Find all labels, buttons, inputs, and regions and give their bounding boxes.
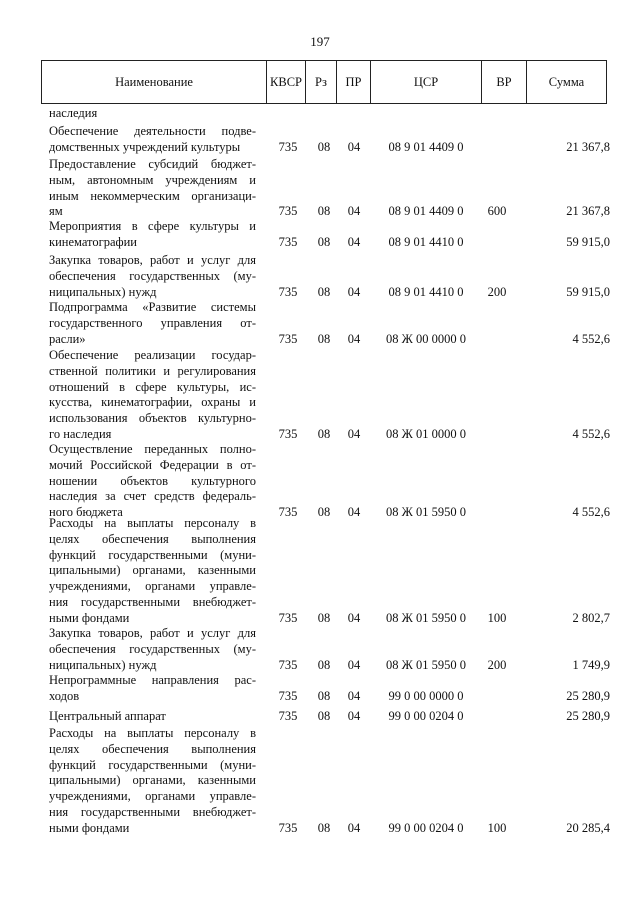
cell-csr: 08 Ж 01 5950 0 bbox=[386, 505, 466, 520]
row-name-line: ственной политики и регулирования bbox=[49, 363, 256, 378]
row-name bbox=[49, 626, 256, 673]
cell-vr: 200 bbox=[487, 284, 507, 299]
cell-sum: 4 552,6 bbox=[572, 427, 610, 441]
cell-csr: 08 9 01 4410 0 bbox=[388, 234, 464, 249]
row-name bbox=[49, 300, 256, 347]
header-vr: ВР bbox=[481, 61, 526, 103]
row-name-line: Непрограммные направления рас- bbox=[49, 673, 256, 687]
table-row bbox=[0, 348, 640, 443]
cell-rz: 08 bbox=[317, 139, 331, 154]
cell-vr: 100 bbox=[487, 610, 507, 625]
table-row bbox=[0, 709, 640, 725]
cell-kvsr: 735 bbox=[278, 657, 298, 672]
cell-kvsr: 735 bbox=[278, 139, 298, 154]
cell-csr: 08 9 01 4409 0 bbox=[388, 204, 464, 219]
row-name-line: обеспечения государственных (му- bbox=[49, 268, 256, 283]
cell-rz: 08 bbox=[317, 505, 331, 520]
cell-sum: 25 280,9 bbox=[566, 688, 610, 703]
row-name bbox=[49, 253, 256, 300]
cell-pr: 04 bbox=[347, 657, 361, 672]
row-name-line: ного бюджета bbox=[49, 505, 123, 520]
cell-sum: 59 915,0 bbox=[566, 284, 610, 299]
row-name-line: ходов bbox=[49, 688, 80, 703]
row-name-line: учреждениями, органами управле- bbox=[49, 789, 256, 804]
cell-sum: 59 915,0 bbox=[566, 234, 610, 249]
cell-csr: 08 Ж 01 5950 0 bbox=[386, 657, 466, 672]
row-name bbox=[49, 106, 256, 122]
row-name-line: Расходы на выплаты персоналу в bbox=[49, 726, 256, 740]
cell-rz: 08 bbox=[317, 331, 331, 346]
row-name-line: ными фондами bbox=[49, 820, 130, 835]
row-name-line: ципальными) органами, казенными bbox=[49, 773, 256, 788]
table-row bbox=[0, 300, 640, 347]
row-name bbox=[49, 348, 256, 443]
cell-pr: 04 bbox=[347, 505, 361, 520]
cell-csr: 08 9 01 4410 0 bbox=[388, 284, 464, 299]
cell-csr: 08 Ж 01 5950 0 bbox=[386, 610, 466, 625]
row-name-line: наследия за счет средств федераль- bbox=[49, 489, 256, 504]
table-row bbox=[0, 253, 640, 300]
cell-rz: 08 bbox=[317, 234, 331, 249]
row-name-line: Закупка товаров, работ и услуг для bbox=[49, 253, 256, 267]
cell-kvsr: 735 bbox=[278, 331, 298, 346]
cell-rz: 08 bbox=[317, 284, 331, 299]
table-row bbox=[0, 442, 640, 521]
row-name-line: ниципальных) нужд bbox=[49, 284, 157, 299]
cell-kvsr: 735 bbox=[278, 610, 298, 625]
cell-kvsr: 735 bbox=[278, 709, 298, 723]
row-name-line: кусства, кинематографии, охраны и bbox=[49, 395, 256, 410]
table-header bbox=[41, 60, 607, 104]
row-name-line: го наследия bbox=[49, 426, 112, 441]
cell-rz: 08 bbox=[317, 427, 331, 441]
cell-sum: 20 285,4 bbox=[566, 820, 610, 835]
row-name-line: Осуществление переданных полно- bbox=[49, 442, 256, 456]
row-name-line: ниципальных) нужд bbox=[49, 657, 157, 672]
row-name bbox=[49, 709, 256, 725]
row-name-line: Обеспечение реализации государ- bbox=[49, 348, 256, 362]
row-name-line: Центральный аппарат bbox=[49, 709, 166, 723]
table-row bbox=[0, 726, 640, 837]
cell-rz: 08 bbox=[317, 709, 331, 723]
row-name-line: использования объектов культурно- bbox=[49, 411, 256, 426]
cell-kvsr: 735 bbox=[278, 688, 298, 703]
cell-csr: 99 0 00 0000 0 bbox=[388, 688, 464, 703]
row-name bbox=[49, 219, 256, 251]
header-csr: ЦСР bbox=[370, 61, 481, 103]
row-name-line: ным, автономным учреждениям и bbox=[49, 172, 256, 187]
page-number: 197 bbox=[310, 34, 330, 49]
row-name bbox=[49, 157, 256, 220]
cell-vr: 100 bbox=[487, 820, 507, 835]
cell-sum: 2 802,7 bbox=[572, 610, 610, 625]
table-row bbox=[0, 157, 640, 220]
cell-csr: 08 Ж 00 0000 0 bbox=[386, 331, 466, 346]
cell-rz: 08 bbox=[317, 610, 331, 625]
row-name-line: ципальными) органами, казенными bbox=[49, 563, 256, 578]
cell-kvsr: 735 bbox=[278, 284, 298, 299]
row-name-line: Закупка товаров, работ и услуг для bbox=[49, 626, 256, 640]
cell-rz: 08 bbox=[317, 820, 331, 835]
cell-pr: 04 bbox=[347, 688, 361, 703]
cell-rz: 08 bbox=[317, 204, 331, 219]
cell-kvsr: 735 bbox=[278, 234, 298, 249]
table-row bbox=[0, 626, 640, 673]
cell-sum: 21 367,8 bbox=[566, 139, 610, 154]
row-name bbox=[49, 124, 256, 156]
row-name-line: ям bbox=[49, 204, 63, 219]
header-pr: ПР bbox=[336, 61, 370, 103]
cell-pr: 04 bbox=[347, 284, 361, 299]
cell-rz: 08 bbox=[317, 688, 331, 703]
cell-vr: 600 bbox=[487, 204, 507, 219]
cell-kvsr: 735 bbox=[278, 204, 298, 219]
table-row bbox=[0, 124, 640, 156]
row-name-line: ношении объектов культурного bbox=[49, 473, 256, 488]
header-name: Наименование bbox=[115, 75, 193, 89]
cell-pr: 04 bbox=[347, 709, 361, 723]
cell-kvsr: 735 bbox=[278, 820, 298, 835]
row-name-line: домственных учреждений культуры bbox=[49, 139, 241, 154]
cell-csr: 08 9 01 4409 0 bbox=[388, 139, 464, 154]
cell-pr: 04 bbox=[347, 139, 361, 154]
row-name bbox=[49, 726, 256, 837]
row-name-line: ния государственными внебюджет- bbox=[49, 594, 256, 609]
row-name-line: целях обеспечения выполнения bbox=[49, 531, 256, 546]
header-sum: Сумма bbox=[526, 61, 606, 103]
row-name bbox=[49, 673, 256, 705]
row-name-line: кинематографии bbox=[49, 234, 138, 249]
row-name-line: расли» bbox=[49, 331, 86, 346]
cell-pr: 04 bbox=[347, 234, 361, 249]
cell-csr: 08 Ж 01 0000 0 bbox=[386, 427, 466, 441]
row-name-line: иным некоммерческим организаци- bbox=[49, 188, 256, 203]
row-name-line: функций государственными (муни- bbox=[49, 757, 256, 772]
row-name-line: учреждениями, органами управле- bbox=[49, 579, 256, 594]
cell-sum: 4 552,6 bbox=[572, 331, 610, 346]
row-name-line: отношений в сфере культуры, ис- bbox=[49, 379, 256, 394]
row-name-line: функций государственными (муни- bbox=[49, 547, 256, 562]
row-name-line: Предоставление субсидий бюджет- bbox=[49, 157, 256, 171]
row-name-line: наследия bbox=[49, 106, 98, 120]
cell-sum: 25 280,9 bbox=[566, 709, 610, 723]
table-row bbox=[0, 219, 640, 251]
row-name bbox=[49, 442, 256, 521]
cell-sum: 21 367,8 bbox=[566, 204, 610, 219]
cell-sum: 4 552,6 bbox=[572, 505, 610, 520]
row-name-line: целях обеспечения выполнения bbox=[49, 741, 256, 756]
table-row bbox=[0, 106, 640, 122]
row-name-line: государственного управления от- bbox=[49, 315, 256, 330]
row-name-line: Обеспечение деятельности подве- bbox=[49, 124, 256, 138]
header-rz: Рз bbox=[305, 61, 336, 103]
row-name-line: Расходы на выплаты персоналу в bbox=[49, 516, 256, 530]
cell-kvsr: 735 bbox=[278, 427, 298, 441]
cell-csr: 99 0 00 0204 0 bbox=[388, 820, 464, 835]
cell-csr: 99 0 00 0204 0 bbox=[388, 709, 464, 723]
cell-pr: 04 bbox=[347, 204, 361, 219]
row-name-line: мочий Российской Федерации в от- bbox=[49, 457, 256, 472]
cell-rz: 08 bbox=[317, 657, 331, 672]
row-name-line: ния государственными внебюджет- bbox=[49, 804, 256, 819]
cell-kvsr: 735 bbox=[278, 505, 298, 520]
row-name-line: обеспечения государственных (му- bbox=[49, 641, 256, 656]
cell-pr: 04 bbox=[347, 610, 361, 625]
row-name-line: Подпрограмма «Развитие системы bbox=[49, 300, 256, 314]
header-kvsr: КВСР bbox=[266, 61, 305, 103]
cell-vr: 200 bbox=[487, 657, 507, 672]
table-row bbox=[0, 516, 640, 627]
cell-pr: 04 bbox=[347, 331, 361, 346]
cell-sum: 1 749,9 bbox=[572, 657, 610, 672]
cell-pr: 04 bbox=[347, 427, 361, 441]
table-row bbox=[0, 673, 640, 705]
row-name-line: ными фондами bbox=[49, 610, 130, 625]
row-name-line: Мероприятия в сфере культуры и bbox=[49, 219, 256, 233]
row-name bbox=[49, 516, 256, 627]
cell-pr: 04 bbox=[347, 820, 361, 835]
